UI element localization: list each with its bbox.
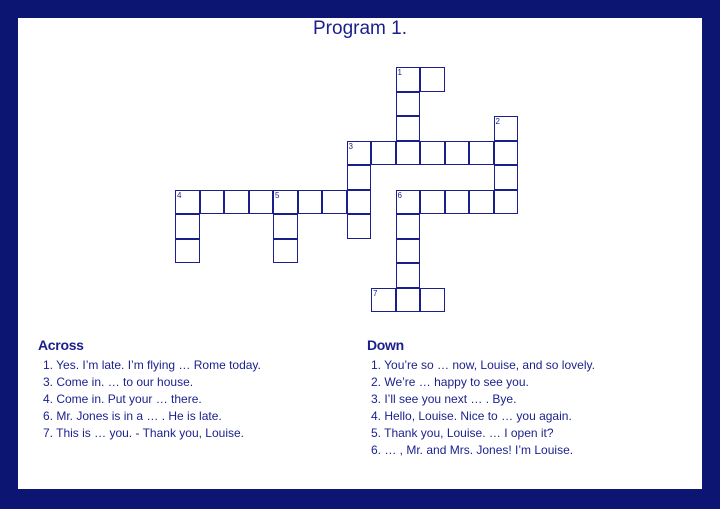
crossword-cell[interactable] [298,190,323,215]
crossword-cell[interactable] [469,190,494,215]
crossword-cell[interactable] [371,141,396,166]
crossword-cell[interactable] [396,141,421,166]
down-clue: 6. … , Mr. and Mrs. Jones! I’m Louise. [371,443,574,457]
crossword-cell[interactable] [445,141,470,166]
down-heading: Down [367,337,404,353]
crossword-cell[interactable] [396,263,421,288]
across-clue: 4. Come in. Put your … there. [43,392,202,406]
crossword-cell[interactable] [175,239,200,264]
crossword-cell[interactable] [420,190,445,215]
clue-number: 1 [397,68,402,77]
crossword-cell[interactable] [420,141,445,166]
crossword-cell[interactable] [273,214,298,239]
crossword-cell[interactable] [396,116,421,141]
crossword-cell[interactable] [347,214,372,239]
crossword-cell[interactable] [273,239,298,264]
across-clue: 6. Mr. Jones is in a … . He is late. [43,409,222,423]
across-clue: 7. This is … you. - Thank you, Louise. [43,426,244,440]
crossword-cell[interactable] [445,190,470,215]
crossword-cell[interactable] [396,214,421,239]
crossword-cell[interactable] [469,141,494,166]
clue-number: 2 [495,117,500,126]
down-clue: 3. I’ll see you next … . Bye. [371,392,517,406]
across-clue: 1. Yes. I’m late. I’m flying … Rome today. [43,358,261,372]
clue-number: 6 [397,190,402,200]
crossword-cell[interactable] [494,165,519,190]
crossword-cell[interactable] [249,190,274,215]
crossword-cell[interactable] [420,288,445,313]
crossword-cell[interactable] [396,239,421,264]
clue-number: 4 [177,190,182,200]
crossword-cell[interactable] [322,190,347,215]
across-clue: 3. Come in. … to our house. [43,375,194,389]
down-clue: 4. Hello, Louise. Nice to … you again. [371,409,572,423]
crossword-cell[interactable] [396,92,421,117]
down-clue: 1. You’re so … now, Louise, and so lovely. [371,358,595,372]
crossword-cell[interactable] [494,190,519,215]
page-title: Program 1. [313,18,407,39]
crossword-cell[interactable] [396,288,421,313]
crossword-cell[interactable] [347,190,372,215]
clue-number: 7 [373,288,378,298]
crossword-cell[interactable] [175,214,200,239]
clue-number: 5 [275,190,280,200]
crossword-cell[interactable] [494,141,519,166]
crossword-cell[interactable] [347,165,372,190]
down-clue: 5. Thank you, Louise. … I open it? [371,426,554,440]
across-heading: Across [38,337,84,353]
crossword-cell[interactable] [200,190,225,215]
crossword-cell[interactable] [420,67,445,92]
down-clue: 2. We’re … happy to see you. [371,375,529,389]
clue-number: 3 [348,141,353,151]
crossword-cell[interactable] [224,190,249,215]
